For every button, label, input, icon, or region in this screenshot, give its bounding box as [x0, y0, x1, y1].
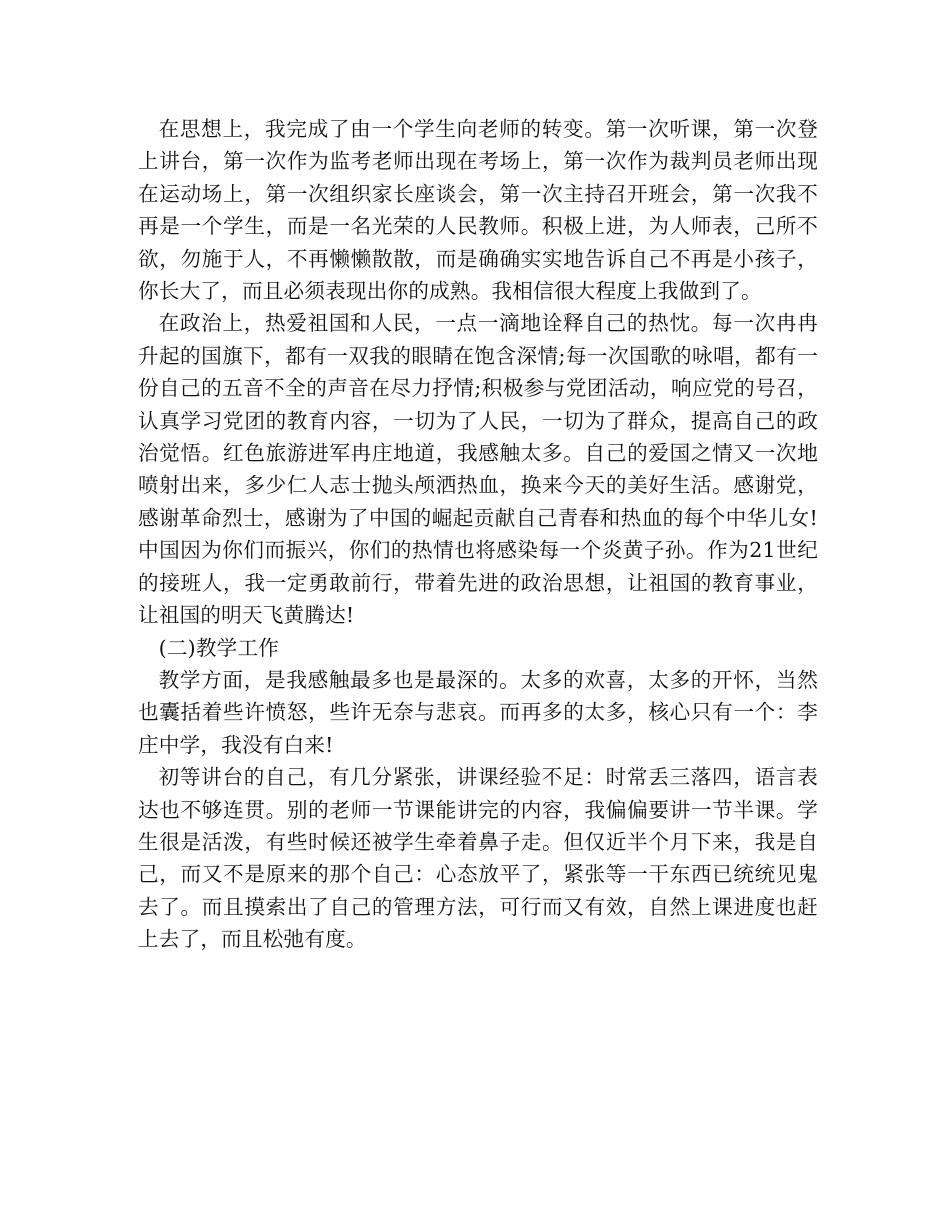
paragraph-teaching-experience: 初等讲台的自己，有几分紧张，讲课经验不足：时常丢三落四，语言表达也不够连贯。别的老师一节课能讲完的内容，我偏偏要讲一节半课。学生很是活泼，有些时候还被学生牵着鼻子走。但仅近半个月下来，我是自己，而又不是原来的那个自己：心态放平了，紧张等一干东西已统统见鬼去了。而且摸索出了自己的管理方法，可行而又有效，自然上课进度也赶上去了，而且松弛有度。: [138, 765, 818, 952]
paragraph-thought: 在思想上，我完成了由一个学生向老师的转变。第一次听课，第一次登上讲台，第一次作为监考老师出现在考场上，第一次作为裁判员老师出现在运动场上，第一次组织家长座谈会，第一次主持召开班会，第一次我不再是一个学生，而是一名光荣的人民教师。积极上进，为人师表，己所不欲，勿施于人，不再懒懒散散，而是确确实实地告诉自己不再是小孩子，你长大了，而且必须表现出你的成熟。我相信很大程度上我做到了。: [138, 117, 818, 304]
paragraph-teaching-feelings: 教学方面，是我感触最多也是最深的。太多的欢喜，太多的开怀，当然也囊括着些许愤怒，些许无奈与悲哀。而再多的太多，核心只有一个：李庄中学，我没有白来!: [138, 667, 818, 757]
paragraph-politics: 在政治上，热爱祖国和人民，一点一滴地诠释自己的热忱。每一次冉冉升起的国旗下，都有一双我的眼睛在饱含深情;每一次国歌的咏唱，都有一份自己的五音不全的声音在尽力抒情;积极参与党团活动，响应党的号召，认真学习党团的教育内容，一切为了人民，一切为了群众，提高自己的政治觉悟。红色旅游进军冉庄地道，我感触太多。自己的爱国之情又一次地喷射出来，多少仁人志士抛头颅洒热血，换来今天的美好生活。感谢党，感谢革命烈士，感谢为了中国的崛起贡献自己青春和热血的每个中华儿女!中国因为你们而振兴，你们的热情也将感染每一个炎黄子孙。作为21世纪的接班人，我一定勇敢前行，带着先进的政治思想，让祖国的教育事业，让祖国的明天飞黄腾达!: [138, 311, 818, 628]
document-body: [138, 113, 818, 956]
section-heading-teaching: (二)教学工作: [158, 635, 280, 660]
